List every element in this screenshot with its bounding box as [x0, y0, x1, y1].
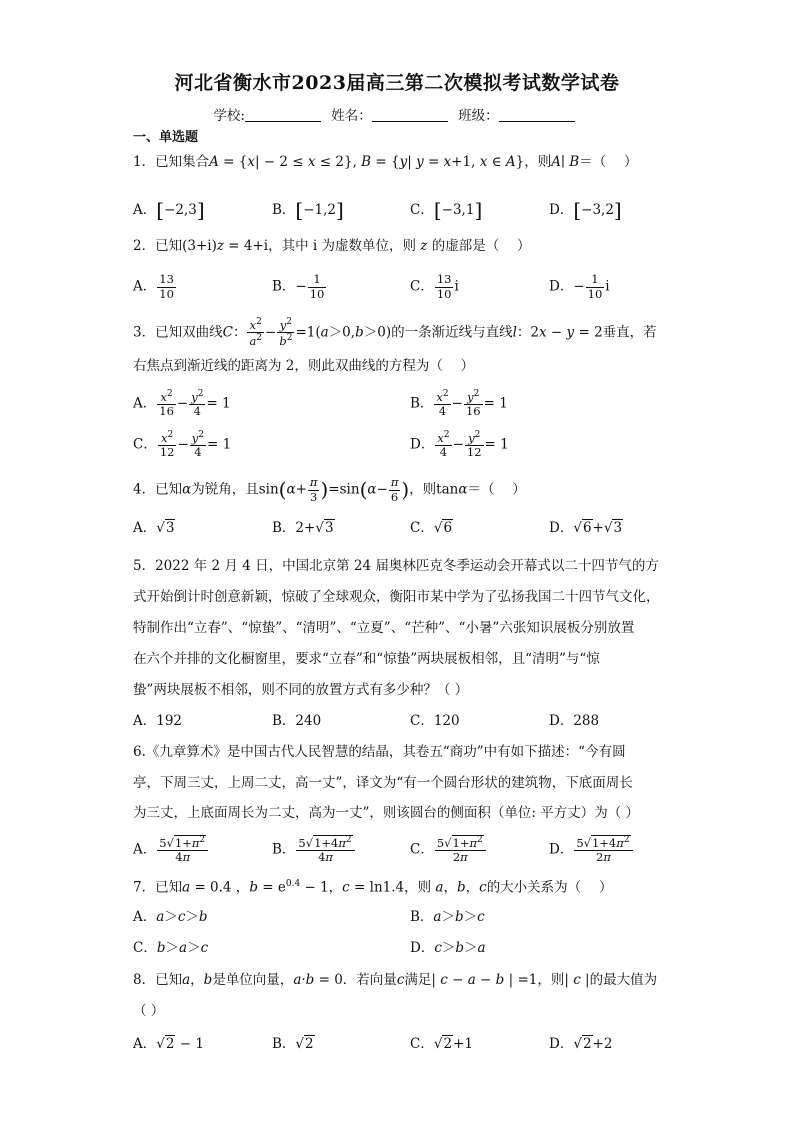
q3-option-d[interactable]: D． $\frac{x^2}{4}$ − $\frac{y^2}{12}$ = 1	[410, 430, 509, 460]
name-label: 姓名：	[331, 108, 372, 124]
q5-option-d[interactable]: D．288	[549, 713, 600, 729]
student-info-row	[0, 104, 794, 124]
question-7: 7．已知a = 0.4 ，$b = e^{0.4} - 1$，c = ln1.4，则 a，b，c的大小关系为（ ）	[133, 879, 613, 896]
q4-option-d[interactable]: D．√6+√3	[549, 520, 623, 536]
question-1: 1．已知集合A = {x| − 2 ≤ x ≤ 2}, B = {y| y = x+1, x ∈ A}，则A∣ B＝（ ）	[133, 154, 638, 170]
question-4: 4．已知α为锐角，且sin(α+ $\frac{\pi}{3}$ )=sin(α− $\frac{\pi}{6}$ )，则tanα＝（ ）	[133, 475, 526, 504]
question-5-line-2: 式开始倒计时创意新颖，惊破了全球观众，衡阳市某中学为了弘扬我国二十四节气文化，	[133, 589, 660, 605]
q7-option-c[interactable]: C．b＞a＞c	[133, 940, 209, 956]
question-8-line-1: 8．已知a，b是单位向量，a·b = 0．若向量c满足| c − a − b | =1，则| c |的最大值为	[133, 972, 658, 988]
q8-option-a[interactable]: A．√2 − 1	[133, 1036, 204, 1052]
q5-option-a[interactable]: A．192	[133, 713, 183, 729]
q1-option-a[interactable]: A．[−2,3]	[133, 198, 205, 222]
q3-option-b[interactable]: B． $\frac{x^2}{4}$ − $\frac{y^2}{16}$ = 1	[410, 389, 508, 419]
question-6-line-2: 亭，下周三丈，上周二丈，高一丈”，译文为“有一个圆台形状的建筑物，下底面周长	[133, 775, 633, 791]
q4-option-a[interactable]: A．√3	[133, 520, 175, 536]
question-5-line-3: 特制作出“立春”、“惊蛰”、“清明”、“立夏”、“芒种”、“小暑”六张知识展板分别放置	[133, 620, 635, 636]
question-6-line-3: 为三丈，上底面周长为二丈，高为一丈”，则该圆台的侧面积（单位: 平方丈）为（ ）	[133, 805, 640, 821]
question-6-line-1: 6.《九章算术》是中国古代人民智慧的结晶，其卷五“商功”中有如下描述：“今有圆	[133, 744, 626, 760]
class-blank[interactable]	[499, 109, 575, 122]
school-blank[interactable]	[245, 109, 321, 122]
q6-option-c[interactable]: C． $\frac{5√1+\pi^2}{2\pi}$	[410, 836, 487, 864]
q6-option-b[interactable]: B． $\frac{5√1+4\pi^2}{4\pi}$	[272, 836, 356, 864]
question-3-line-2: 右焦点到渐近线的距离为 2，则此双曲线的方程为（ ）	[133, 358, 475, 374]
q3-option-c[interactable]: C． $\frac{x^2}{12}$ − $\frac{y^2}{4}$ = 1	[133, 430, 232, 460]
q7-option-d[interactable]: D．c＞b＞a	[410, 940, 486, 956]
q2-option-b[interactable]: B．− $\frac{1}{10}$	[272, 272, 325, 301]
q2-option-c[interactable]: C． $\frac{13}{10}$ i	[410, 272, 459, 301]
name-blank[interactable]	[372, 109, 448, 122]
q2-option-d[interactable]: D．− $\frac{1}{10}$ i	[549, 272, 610, 301]
section-heading: 一、单选题	[133, 130, 199, 145]
q1-option-b[interactable]: B．[−1,2]	[272, 198, 344, 222]
q5-option-b[interactable]: B．240	[272, 713, 322, 729]
question-8-line-2: （ ）	[133, 1003, 165, 1019]
question-3-line-1: 3．已知双曲线C： $\frac{x^2}{a^2}$ − $\frac{y^2}{b^2}$ =1(a＞0,b＞0)的一条渐近线与直线l：2x − y = 2垂直，若	[133, 317, 657, 349]
q8-option-b[interactable]: B．√2	[272, 1036, 314, 1052]
class-label: 班级：	[458, 108, 499, 124]
q7-option-a[interactable]: A．a＞c＞b	[133, 909, 208, 925]
q6-option-d[interactable]: D． $\frac{5√1+4\pi^2}{2\pi}$	[549, 836, 634, 864]
question-5-line-1: 5．2022 年 2 月 4 日，中国北京第 24 届奥林匹克冬季运动会开幕式以二十四节气的方	[133, 558, 659, 574]
q3-option-a[interactable]: A． $\frac{x^2}{16}$ − $\frac{y^2}{4}$ = 1	[133, 389, 231, 419]
q8-option-d[interactable]: D．√2+2	[549, 1036, 613, 1052]
q4-option-b[interactable]: B．2+√3	[272, 520, 334, 536]
q1-option-c[interactable]: C．[−3,1]	[410, 198, 483, 222]
school-label: 学校:	[213, 108, 245, 124]
q8-option-c[interactable]: C．√2+1	[410, 1036, 473, 1052]
q2-option-a[interactable]: A． $\frac{13}{10}$	[133, 272, 174, 301]
q1-option-d[interactable]: D．[−3,2]	[549, 198, 622, 222]
q6-option-a[interactable]: A． $\frac{5√1+\pi^2}{4\pi}$	[133, 836, 209, 864]
page-title: 河北省衡水市2023届高三第二次模拟考试数学试卷	[174, 72, 620, 94]
q4-option-c[interactable]: C．√6	[410, 520, 453, 536]
q5-option-c[interactable]: C．120	[410, 713, 460, 729]
question-5-line-4: 在六个并排的文化橱窗里，要求“立春”和“惊蛰”两块展板相邻，且“清明”与“惊	[133, 651, 600, 667]
question-5-line-5: 蛰”两块展板不相邻，则不同的放置方式有多少种？（ ）	[133, 682, 469, 698]
question-2: 2．已知(3+i)z = 4+i，其中 i 为虚数单位，则 z 的虚部是（ ）	[133, 238, 531, 254]
q7-option-b[interactable]: B．a＞b＞c	[410, 909, 485, 925]
